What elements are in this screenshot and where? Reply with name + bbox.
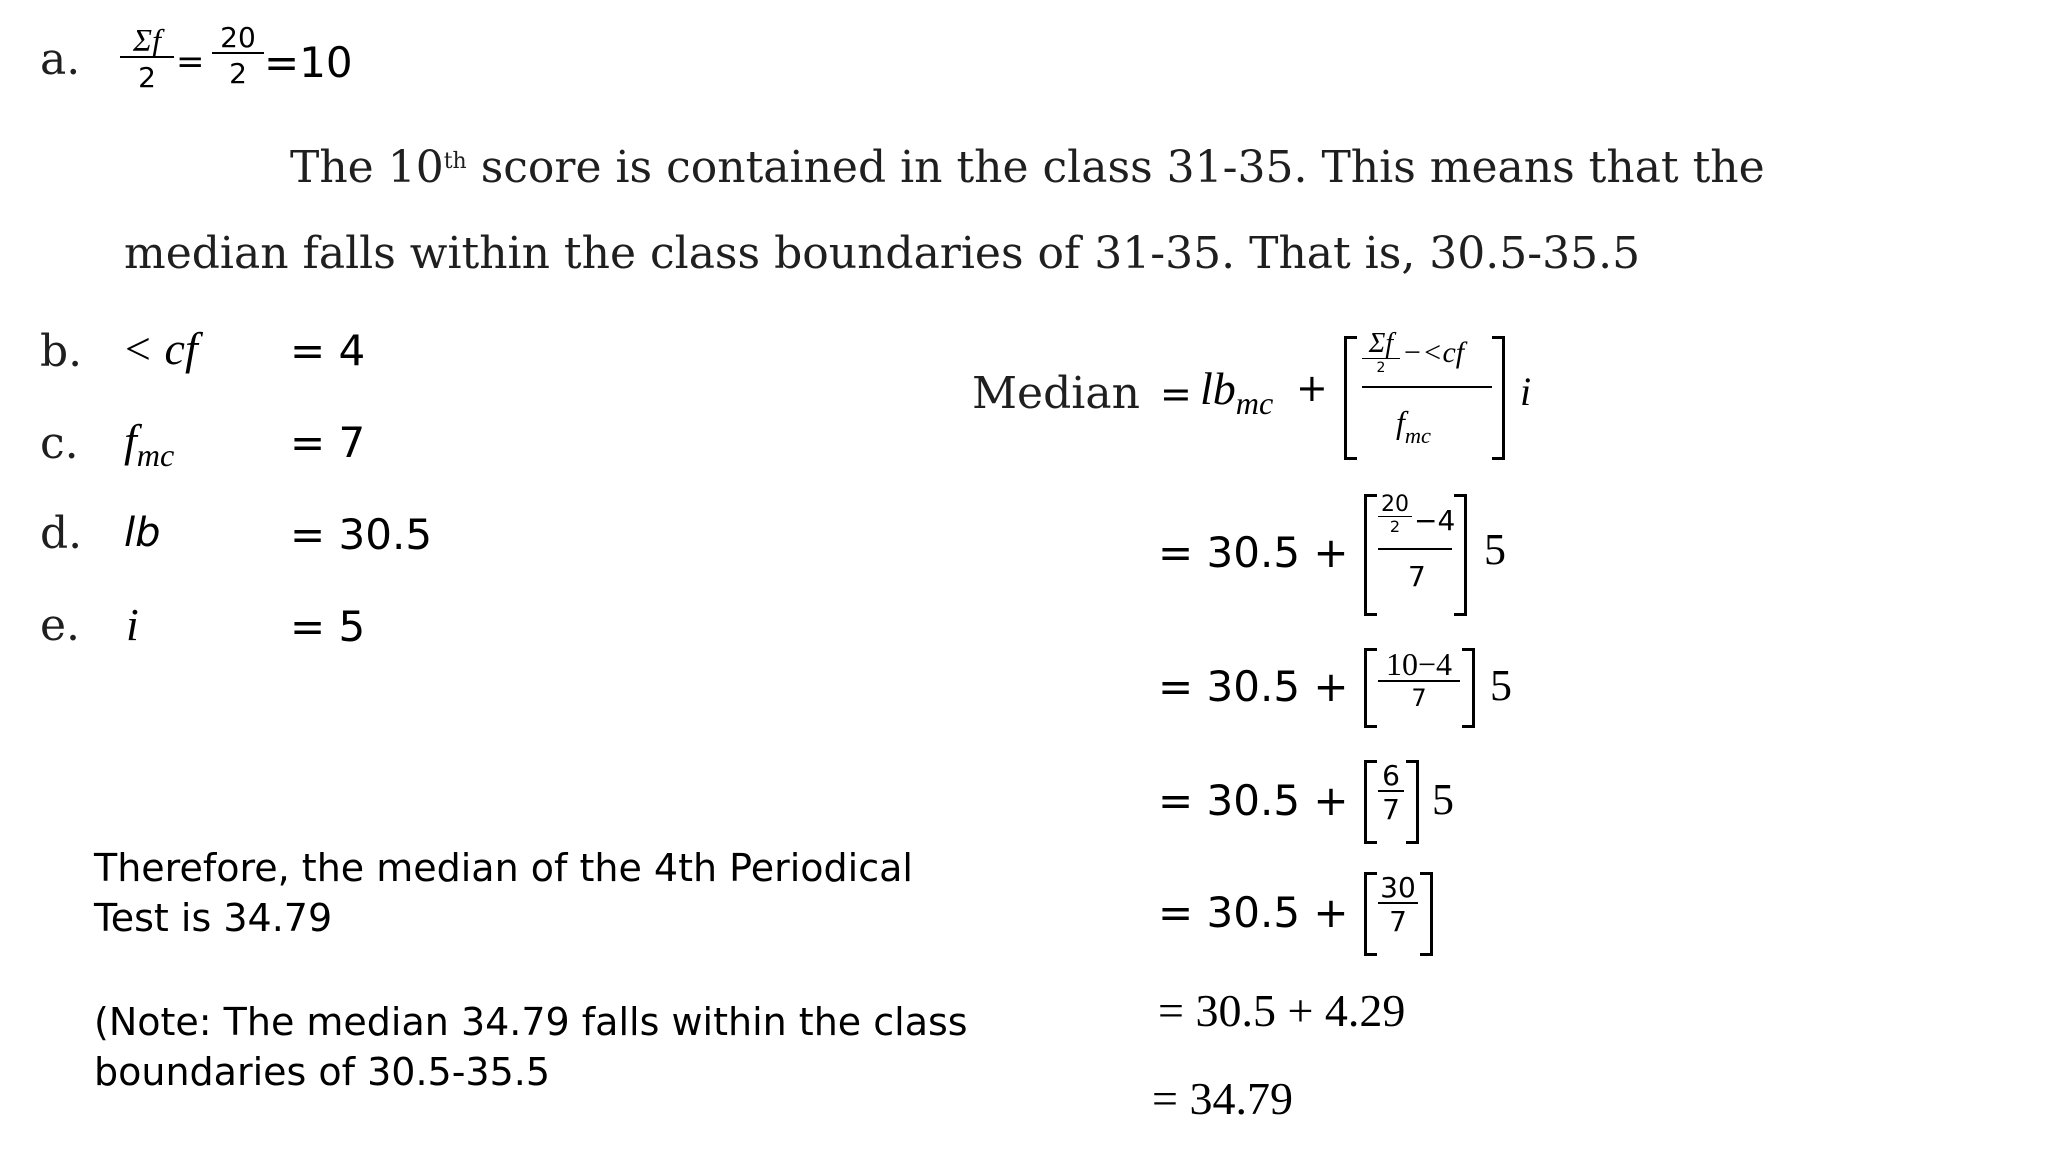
step-4-fraction: 30 7 <box>1378 874 1418 936</box>
step-2-fraction: 10−4 7 <box>1378 648 1460 710</box>
formula-i: i <box>1520 369 1532 414</box>
fraction-numerator: Σf <box>133 22 161 58</box>
result-ten: =10 <box>264 38 353 87</box>
value-i: = 5 <box>290 602 366 651</box>
step-1-left-bracket <box>1364 494 1377 616</box>
lb-mc-symbol: $lb_{mc}$ <box>1200 363 1274 421</box>
step-3-left-bracket <box>1364 760 1377 844</box>
item-letter-b: b. <box>40 326 83 377</box>
formula-fraction-bar <box>1362 386 1492 388</box>
equals-sign: = <box>176 42 205 82</box>
step-1-multiplier: 5 <box>1484 525 1506 574</box>
median-label: Median <box>972 368 1140 419</box>
item-letter-c: c. <box>40 418 79 469</box>
value-lb: = 30.5 <box>290 510 433 559</box>
step-1-fraction-bar <box>1378 548 1452 550</box>
note-line-2: boundaries of 30.5-35.5 <box>94 1050 551 1094</box>
item-letter-a: a. <box>40 34 81 85</box>
explanation-line-1: The 10th score is contained in the class 31-35. This means that the <box>290 142 1765 193</box>
formula-equals: = <box>1160 372 1192 416</box>
step-1-prefix: = 30.5 + <box>1158 528 1349 577</box>
formula-plus: + <box>1296 366 1328 410</box>
step-4-left-bracket <box>1364 872 1377 956</box>
symbol-f-mc: $f_{mc}$ <box>124 415 175 473</box>
item-letter-e: e. <box>40 600 81 651</box>
step-1-right-bracket <box>1454 494 1467 616</box>
sum-f-over-2: Σf 2 <box>1362 330 1400 375</box>
symbol-lb: lb <box>124 510 161 556</box>
step-3-right-bracket <box>1406 760 1419 844</box>
step-3-prefix: = 30.5 + <box>1158 776 1349 825</box>
fraction-sum-f-over-2 <box>120 24 174 92</box>
step-3-fraction: 6 7 <box>1378 762 1404 824</box>
step-2-left-bracket <box>1364 648 1377 728</box>
step-2-right-bracket <box>1462 648 1475 728</box>
explanation-line-2: median falls within the class boundaries of 31-35. That is, 30.5-35.5 <box>124 228 1641 279</box>
step-6-final-result: = 34.79 <box>1152 1073 1293 1124</box>
formula-denominator-f-mc: $f_{mc}$ <box>1396 404 1431 448</box>
value-cf: = 4 <box>290 326 366 375</box>
step-2-prefix: = 30.5 + <box>1158 662 1349 711</box>
formula-right-bracket <box>1492 336 1505 460</box>
fraction-numerator: 20 <box>220 21 256 54</box>
step-2-multiplier: 5 <box>1490 661 1512 710</box>
formula-inner-numerator: Σf 2 −<cf <box>1362 330 1488 378</box>
step-1-20-over-2: 20 2 <box>1378 494 1412 535</box>
symbol-less-than-cf: < cf <box>122 323 198 374</box>
step-4-right-bracket <box>1420 872 1433 956</box>
fraction-20-over-2 <box>212 21 264 90</box>
symbol-i: i <box>126 599 139 650</box>
formula-left-bracket <box>1344 336 1357 460</box>
fraction-denominator: 2 <box>138 61 156 94</box>
step-5-text: = 30.5 + 4.29 <box>1158 985 1406 1036</box>
conclusion-line-1: Therefore, the median of the 4th Periodical <box>94 846 913 890</box>
conclusion-line-2: Test is 34.79 <box>94 896 333 940</box>
step-1-minus-4: −4 <box>1414 504 1456 537</box>
step-1-denominator: 7 <box>1408 560 1426 593</box>
value-f-mc: = 7 <box>290 418 366 467</box>
item-letter-d: d. <box>40 508 83 559</box>
note-line-1: (Note: The median 34.79 falls within the class <box>94 1000 968 1044</box>
step-3-multiplier: 5 <box>1432 775 1454 824</box>
fraction-denominator: 2 <box>229 57 247 90</box>
step-4-prefix: = 30.5 + <box>1158 888 1349 937</box>
